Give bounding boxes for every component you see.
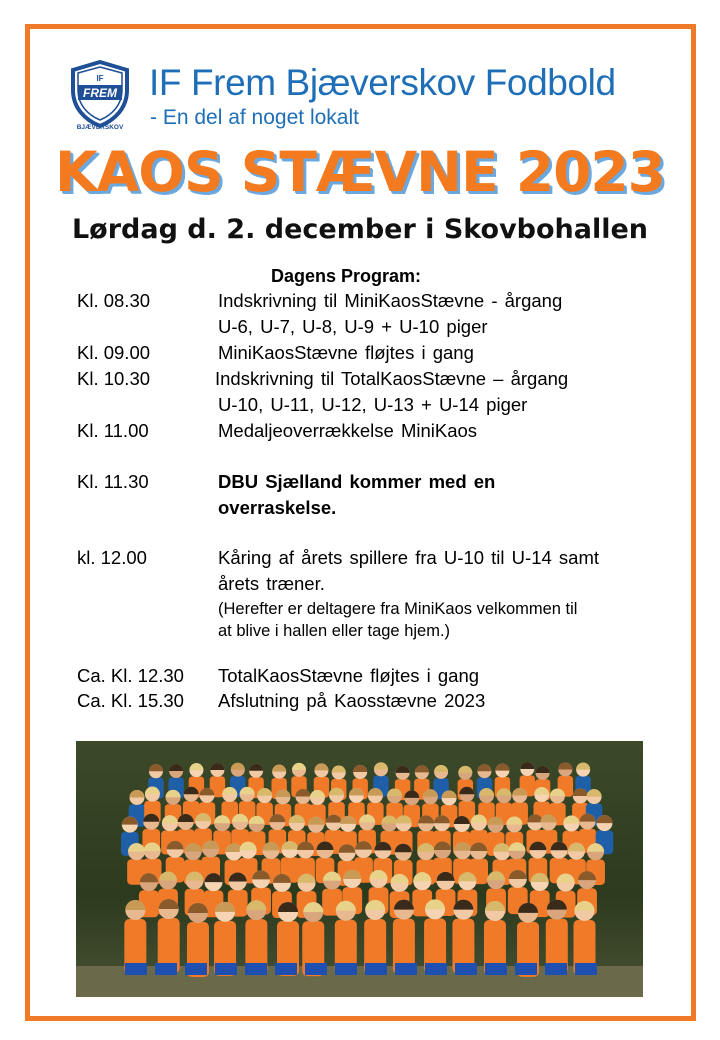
player-shorts — [125, 963, 147, 975]
schedule-text: Kåring af årets spillere fra U-10 til U-14 samt — [218, 547, 599, 568]
event-title: KAOS STÆVNE 2023 — [55, 140, 665, 204]
schedule-note: at blive i hallen eller tage hjem.) — [218, 622, 451, 640]
player-shorts — [455, 963, 477, 975]
schedule-note: (Herefter er deltagere fra MiniKaos velkommen til — [218, 600, 578, 618]
club-tagline: - En del af noget lokalt — [150, 106, 359, 129]
schedule-time: Kl. 08.30 — [77, 290, 151, 311]
player-shorts — [545, 963, 567, 975]
schedule-time: Ca. Kl. 15.30 — [77, 690, 184, 711]
logo-text-main: FREM — [83, 86, 117, 100]
schedule-text: årets træner. — [218, 573, 325, 594]
player-shorts — [215, 963, 237, 975]
schedule-time: kl. 12.00 — [77, 547, 147, 568]
player-shorts — [155, 963, 177, 975]
player-shorts — [425, 963, 447, 975]
logo-text-top: IF — [96, 74, 104, 83]
event-subtitle: Lørdag d. 2. december i Skovbohallen — [71, 214, 649, 245]
player-shorts — [515, 963, 537, 975]
schedule-text: U-10, U-11, U-12, U-13 + U-14 piger — [218, 394, 528, 415]
schedule-text: TotalKaosStævne fløjtes i gang — [218, 665, 480, 686]
player-shorts — [245, 963, 267, 975]
schedule-text: Medaljeoverrækkelse MiniKaos — [218, 420, 478, 441]
program-heading: Dagens Program: — [271, 266, 422, 286]
player-shorts — [335, 963, 357, 975]
schedule-text: Indskrivning til MiniKaosStævne - årgang — [218, 290, 563, 311]
schedule-time: Kl. 09.00 — [77, 342, 151, 363]
schedule-time: Ca. Kl. 12.30 — [77, 665, 184, 686]
schedule-text: overraskelse. — [218, 497, 337, 518]
schedule-time: Kl. 10.30 — [77, 368, 151, 389]
schedule-text: MiniKaosStævne fløjtes i gang — [218, 342, 474, 363]
player-shorts — [185, 963, 207, 975]
player-shorts — [305, 963, 327, 975]
player-shorts — [275, 963, 297, 975]
logo-text-bottom: BJÆVERSKOV — [76, 124, 124, 130]
schedule-text: Indskrivning til TotalKaosStævne – årgang — [215, 368, 569, 389]
schedule-text: Afslutning på Kaosstævne 2023 — [218, 690, 486, 711]
team-photo-crowd — [76, 741, 643, 997]
player-shorts — [365, 963, 387, 975]
team-group-photo — [76, 741, 643, 997]
schedule-time: Kl. 11.00 — [77, 420, 149, 441]
schedule-text: U-6, U-7, U-8, U-9 + U-10 piger — [218, 316, 488, 337]
schedule-time: Kl. 11.30 — [77, 471, 149, 492]
player-shorts — [485, 963, 507, 975]
schedule-text: DBU Sjælland kommer med en — [218, 471, 496, 492]
club-name: IF Frem Bjæverskov Fodbold — [149, 62, 616, 103]
player-shorts — [395, 963, 417, 975]
player-shorts — [575, 963, 597, 975]
club-crest-logo — [69, 60, 131, 130]
